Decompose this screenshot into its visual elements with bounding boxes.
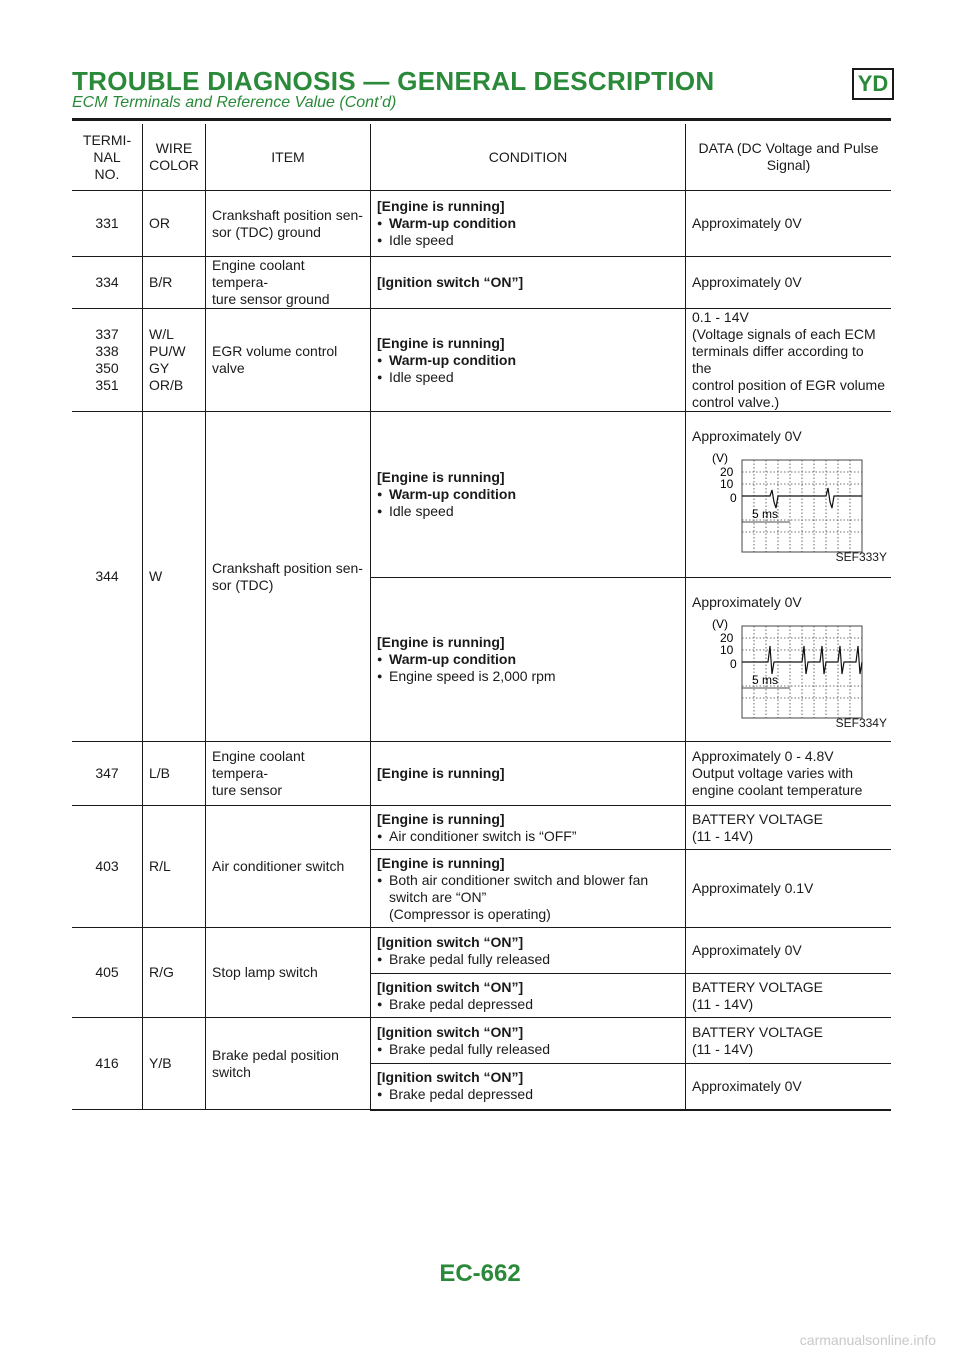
- wire-color: W/L PU/W GY OR/B: [143, 309, 206, 412]
- terminal-no: 403: [72, 806, 143, 928]
- item-text: Stop lamp switch: [206, 928, 371, 1018]
- scope-tick-10: 10: [720, 477, 734, 491]
- wire-color: W: [143, 412, 206, 742]
- condition-cell: [371, 191, 686, 257]
- oscilloscope-trace-idle: [702, 450, 882, 560]
- condition-bullet: ● Brake pedal fully released: [377, 1041, 679, 1058]
- table-row: [72, 742, 891, 806]
- scope-unit-label: (V): [712, 617, 728, 631]
- page-number: EC-662: [439, 1260, 521, 1287]
- condition-title: [Engine is running]: [377, 198, 505, 214]
- condition-bullet: ● Warm-up condition: [377, 486, 679, 503]
- condition-title: [Engine is running]: [371, 742, 686, 806]
- data-value: Approximately 0V: [686, 928, 892, 974]
- wire-color: R/G: [143, 928, 206, 1018]
- terminal-no: 331: [72, 191, 143, 257]
- condition-title: [Ignition switch “ON”]: [377, 1023, 524, 1040]
- table-row: [72, 1018, 891, 1064]
- item-text: Crankshaft position sen- sor (TDC): [206, 412, 371, 742]
- data-value: Approximately 0V: [692, 428, 802, 444]
- data-value: BATTERY VOLTAGE (11 - 14V): [686, 806, 892, 850]
- page-subtitle: ECM Terminals and Reference Value (Cont’d): [72, 94, 397, 111]
- wire-color: Y/B: [143, 1018, 206, 1110]
- data-value: Approximately 0V: [692, 594, 802, 610]
- scope-unit-label: (V): [712, 451, 728, 465]
- wire-color: R/L: [143, 806, 206, 928]
- data-value: Approximately 0 - 4.8V Output voltage varies with engine coolant temperature: [686, 742, 892, 806]
- condition-bullet: ● Both air conditioner switch and blower fan switch are “ON” (Compressor is operating): [377, 872, 679, 923]
- item-text: Air conditioner switch: [206, 806, 371, 928]
- table-row: [72, 191, 891, 257]
- wire-color: L/B: [143, 742, 206, 806]
- condition-title: [Engine is running]: [377, 854, 505, 871]
- terminal-no: 337 338 350 351: [72, 309, 143, 412]
- ecm-terminal-table: [72, 124, 891, 1111]
- table-row: [72, 412, 891, 578]
- item-text: Brake pedal position switch: [206, 1018, 371, 1110]
- condition-cell: [371, 578, 686, 742]
- waveform-figure: [692, 586, 885, 736]
- condition-bullet: ● Brake pedal fully released: [377, 951, 679, 968]
- wire-color: OR: [143, 191, 206, 257]
- scope-tick-10: 10: [720, 643, 734, 657]
- condition-title: [Engine is running]: [377, 334, 505, 351]
- terminal-no: 334: [72, 257, 143, 309]
- condition-cell: [371, 806, 686, 850]
- data-value: Approximately 0V: [686, 1064, 892, 1110]
- condition-bullet: ● Idle speed: [377, 369, 679, 386]
- scope-tick-20: 20: [720, 465, 734, 479]
- item-text: EGR volume control valve: [206, 309, 371, 412]
- wire-color: B/R: [143, 257, 206, 309]
- condition-cell: [371, 928, 686, 974]
- item-text: Crankshaft position sen- sor (TDC) ground: [206, 191, 371, 257]
- condition-bullet: ● Engine speed is 2,000 rpm: [377, 668, 679, 685]
- terminal-no: 344: [72, 412, 143, 742]
- table-row: [72, 257, 891, 309]
- data-value: Approximately 0V: [686, 257, 892, 309]
- header-divider: [72, 118, 891, 121]
- data-value: Approximately 0.1V: [686, 850, 892, 928]
- terminal-no: 416: [72, 1018, 143, 1110]
- table-row: [72, 806, 891, 850]
- condition-bullet: ● Brake pedal depressed: [377, 996, 679, 1013]
- footer-watermark: carmanualsonline.info: [799, 1332, 936, 1348]
- table-row: [72, 309, 891, 412]
- data-value: BATTERY VOLTAGE (11 - 14V): [686, 974, 892, 1018]
- condition-cell: [371, 412, 686, 578]
- condition-title: [Ignition switch “ON”]: [377, 933, 524, 950]
- condition-bullet: ● Idle speed: [377, 503, 679, 520]
- col-item-header: ITEM: [206, 124, 371, 191]
- condition-title: [Engine is running]: [377, 634, 505, 650]
- condition-bullet: ● Warm-up condition: [377, 215, 679, 232]
- condition-title: [Ignition switch “ON”]: [377, 1069, 524, 1086]
- table-row: [72, 928, 891, 974]
- condition-cell: [371, 1018, 686, 1064]
- condition-title: [Engine is running]: [377, 469, 505, 485]
- condition-cell: [371, 974, 686, 1018]
- data-value: 0.1 - 14V (Voltage signals of each ECM terminals differ according to the control position of EGR volume control valve.): [686, 309, 892, 412]
- terminal-no: 347: [72, 742, 143, 806]
- table-header-row: [72, 124, 891, 191]
- scope-time-label: 5 ms: [752, 507, 779, 521]
- data-value: Approximately 0V: [686, 191, 892, 257]
- condition-bullet: ● Warm-up condition: [377, 651, 679, 668]
- waveform-figure: [692, 420, 885, 570]
- condition-title: [Ignition switch “ON”]: [377, 978, 524, 995]
- page-title: TROUBLE DIAGNOSIS — GENERAL DESCRIPTION: [72, 66, 715, 96]
- condition-bullet: ● Brake pedal depressed: [377, 1086, 679, 1103]
- col-data-header: DATA (DC Voltage and Pulse Signal): [686, 124, 892, 191]
- scope-time-label: 5 ms: [752, 673, 779, 687]
- item-text: Engine coolant tempera- ture sensor ground: [206, 257, 371, 309]
- scope-tick-20: 20: [720, 631, 734, 645]
- oscilloscope-trace-2000rpm: [702, 616, 882, 726]
- scope-tick-0: 0: [730, 491, 737, 505]
- terminal-no: 405: [72, 928, 143, 1018]
- data-cell: [686, 412, 892, 578]
- condition-title: [Ignition switch “ON”]: [371, 257, 686, 309]
- col-wire-header: WIRE COLOR: [143, 124, 206, 191]
- col-terminal-header: TERMI- NAL NO.: [72, 124, 143, 191]
- figure-code: SEF333Y: [835, 550, 887, 564]
- scope-tick-0: 0: [730, 657, 737, 671]
- figure-code: SEF334Y: [835, 716, 887, 730]
- condition-bullet: ● Air conditioner switch is “OFF”: [377, 828, 679, 845]
- condition-bullet: ● Warm-up condition: [377, 352, 679, 369]
- condition-cell: [371, 850, 686, 928]
- data-value: BATTERY VOLTAGE (11 - 14V): [686, 1018, 892, 1064]
- condition-title: [Engine is running]: [377, 810, 505, 827]
- condition-bullet: ● Idle speed: [377, 232, 679, 249]
- data-cell: [686, 578, 892, 742]
- condition-cell: [371, 309, 686, 412]
- section-badge: YD: [852, 68, 894, 100]
- item-text: Engine coolant tempera- ture sensor: [206, 742, 371, 806]
- col-condition-header: CONDITION: [371, 124, 686, 191]
- condition-cell: [371, 1064, 686, 1110]
